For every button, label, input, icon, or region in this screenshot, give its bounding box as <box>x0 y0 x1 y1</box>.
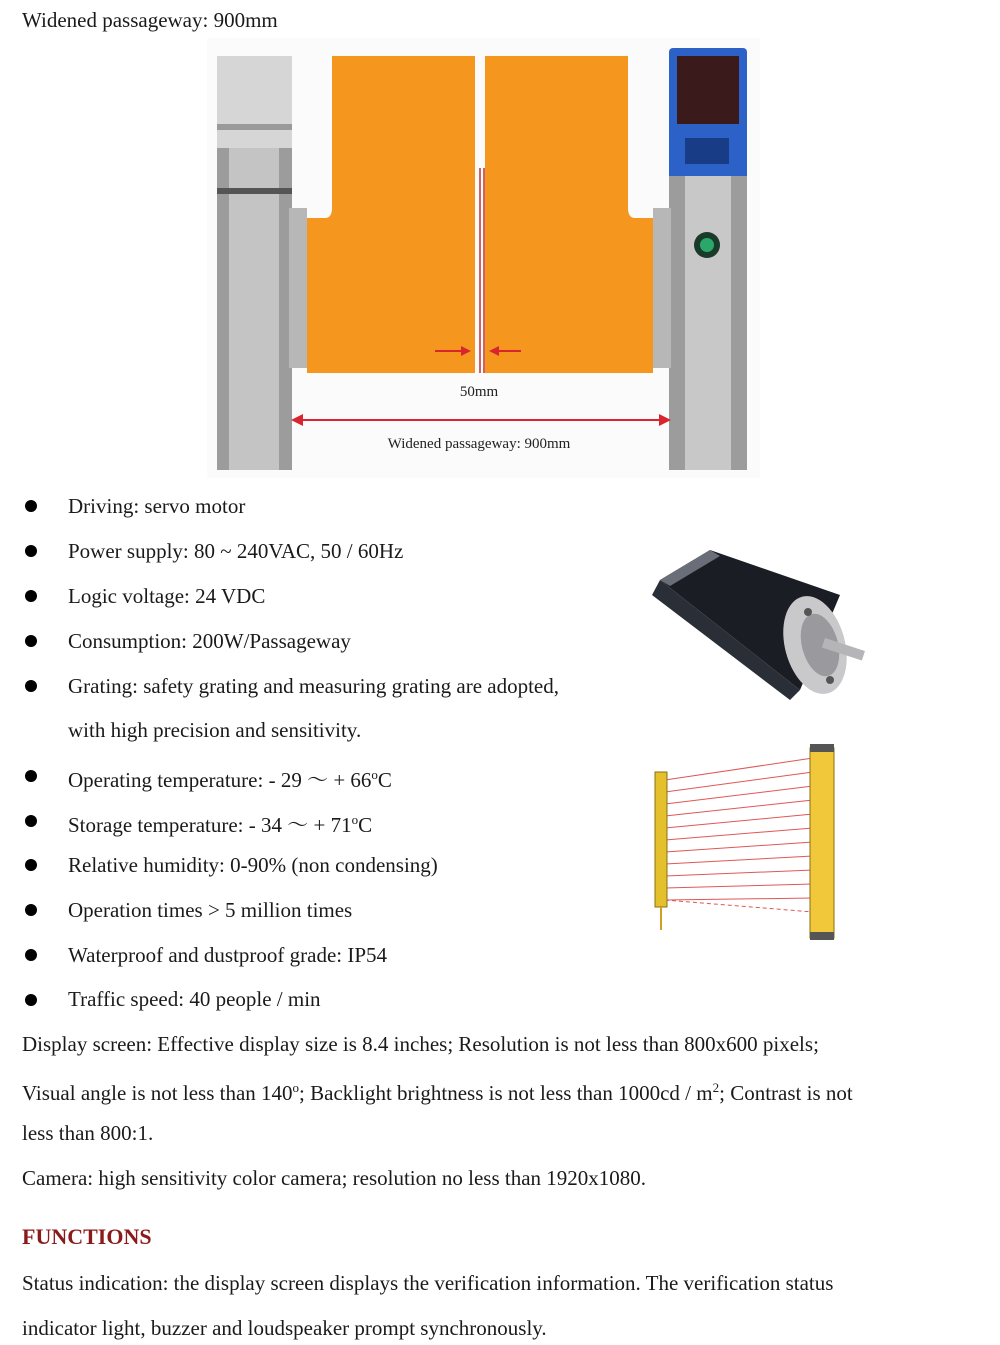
bullet-dot <box>25 635 37 647</box>
functions-line1: Status indication: the display screen displays the verification information. The verification status <box>22 1271 834 1295</box>
functions-heading: FUNCTIONS <box>22 1224 152 1249</box>
bullet-dot <box>25 859 37 871</box>
bullet-dot <box>25 500 37 512</box>
bullet-dot <box>25 815 37 827</box>
display-screen-line2: Visual angle is not less than 140$^o$; Backlight brightness is not less than $1000cd / m^2$; Contrast is not <box>22 1080 853 1105</box>
bullet-dot <box>25 545 37 557</box>
functions-line2: indicator light, buzzer and loudspeaker prompt synchronously. <box>22 1316 547 1340</box>
top-caption: Widened passageway: 900mm <box>22 8 278 32</box>
bullet-dot <box>25 904 37 916</box>
light-grating-image <box>645 740 845 940</box>
servo-motor-image <box>640 540 872 712</box>
display-screen-line1: Display screen: Effective display size is 8.4 inches; Resolution is not less than 800x600 pixels; <box>22 1032 819 1056</box>
bullet-dot <box>25 770 37 782</box>
camera-spec: Camera: high sensitivity color camera; resolution no less than 1920x1080. <box>22 1166 647 1190</box>
bullet-dot <box>25 994 37 1006</box>
list-item-continuation: with high precision and sensitivity. <box>68 718 362 742</box>
grating-beams <box>665 758 813 912</box>
bullet-dot <box>25 590 37 602</box>
spec-list: Driving: servo motor Power supply: 80 ~ 240VAC, 50 / 60Hz Logic voltage: 24 VDC Consumption: 200W/Passageway Grating: safety grating and measuring grating are adopted, with high precision and sensitivity. Operating temperature: - 29 ～ + $66^oC$ Storage temperature: - 34 ～ + $71^oC$ Relative humidity: 0-90% (non condensing) Operation times > 5 million times Waterproof and dustproof grade: IP54 Traffic speed: 40 people / min <box>0 0 620 1020</box>
display-screen-line3: less than 800:1. <box>22 1121 154 1145</box>
bullet-dot <box>25 680 37 692</box>
gap-label: 50mm <box>459 384 499 400</box>
bullet-dot <box>25 949 37 961</box>
width-label: Widened passageway: 900mm <box>387 436 571 452</box>
